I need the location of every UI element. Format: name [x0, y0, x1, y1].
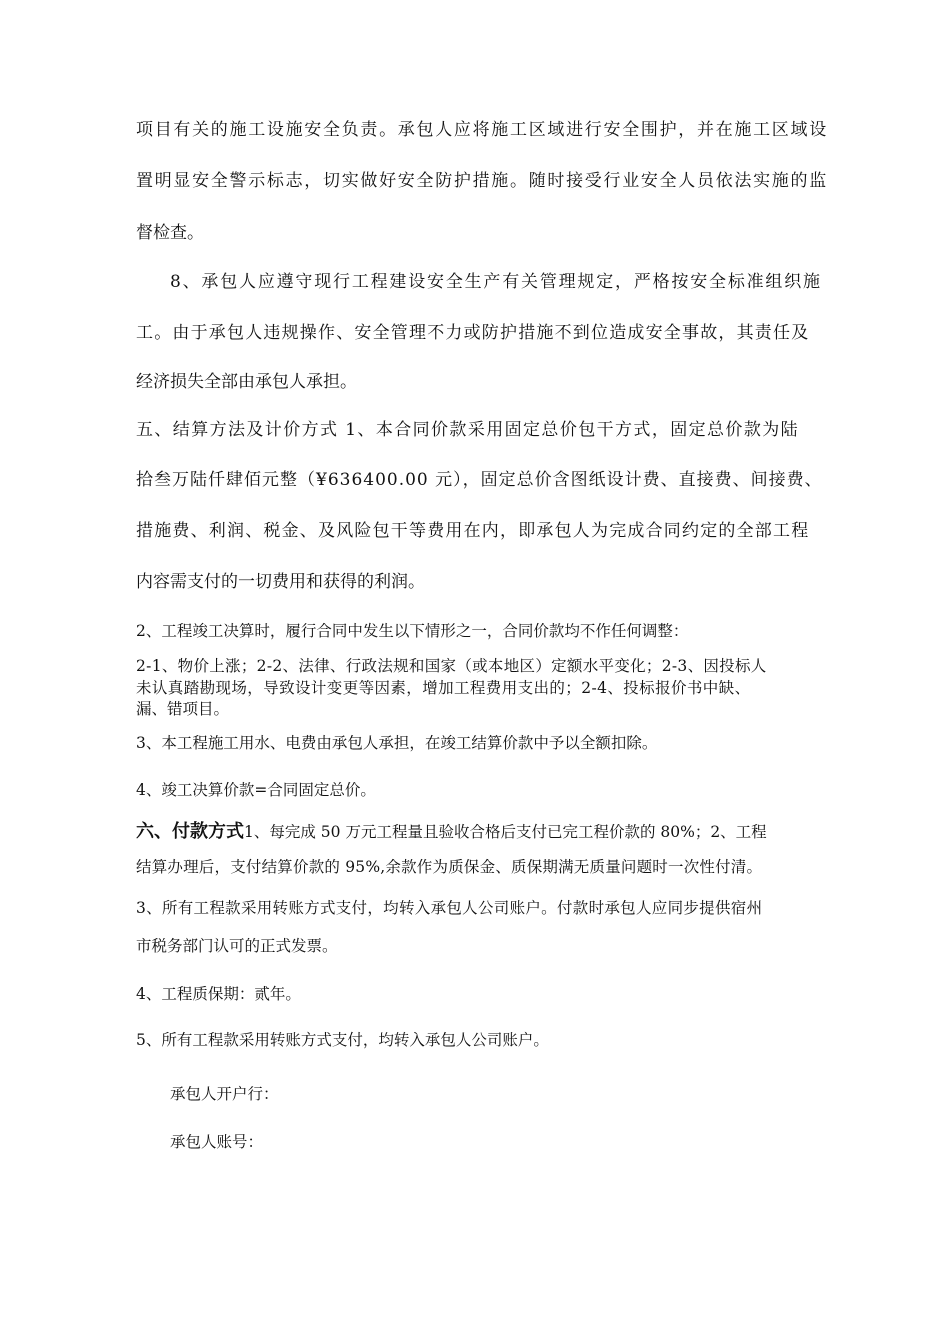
account-number-label: 承包人账号： — [170, 1133, 264, 1151]
paragraph-line: 8、承包人应遵守现行工程建设安全生产有关管理规定，严格按安全标准组织施 — [170, 272, 822, 292]
paragraph-line: 市税务部门认可的正式发票。 — [136, 937, 338, 955]
paragraph-line: 工。由于承包人违规操作、安全管理不力或防护措施不到位造成安全事故，其责任及 — [136, 323, 810, 343]
paragraph-line: 4、竣工决算价款=合同固定总价。 — [136, 781, 376, 799]
paragraph-line: 项目有关的施工设施安全负责。承包人应将施工区域进行安全围护，并在施工区域设 — [136, 120, 828, 140]
paragraph-line: 经济损失全部由承包人承担。 — [136, 372, 357, 392]
paragraph-line: 置明显安全警示标志，切实做好安全防护措施。随时接受行业安全人员依法实施的监 — [136, 171, 828, 191]
paragraph-line: 2-1、物价上涨；2-2、法律、行政法规和国家（或本地区）定额水平变化；2-3、因投标人 — [136, 657, 767, 675]
paragraph-line: 未认真踏勘现场，导致设计变更等因素，增加工程费用支出的；2-4、投标报价书中缺、 — [136, 679, 751, 697]
bank-name-label: 承包人开户行： — [170, 1085, 279, 1103]
section-heading-5: 五、结算方法及计价方式 1、本合同价款采用固定总价包干方式，固定总价款为陆 — [136, 420, 800, 440]
paragraph-line: 内容需支付的一切费用和获得的利润。 — [136, 572, 425, 592]
section-heading-6: 六、付款方式 — [136, 821, 244, 842]
paragraph-line: 2、工程竣工决算时，履行合同中发生以下情形之一，合同价款均不作任何调整： — [136, 622, 689, 640]
paragraph-line: 5、所有工程款采用转账方式支付，均转入承包人公司账户。 — [136, 1031, 549, 1049]
paragraph-line: 结算办理后，支付结算价款的 95%,余款作为质保金、质保期满无质量问题时一次性付清。 — [136, 858, 763, 876]
paragraph-line: 拾叁万陆仟肆佰元整（¥636400.00 元），固定总价含图纸设计费、直接费、间接费、 — [136, 470, 823, 490]
section-6-line — [136, 821, 767, 843]
paragraph-text: 1、每完成 50 万元工程量且验收合格后支付已完工程价款的 80%；2、工程 — [244, 823, 767, 841]
paragraph-line: 措施费、利润、税金、及风险包干等费用在内，即承包人为完成合同约定的全部工程 — [136, 521, 810, 541]
paragraph-line: 3、本工程施工用水、电费由承包人承担，在竣工结算价款中予以全额扣除。 — [136, 734, 658, 752]
paragraph-line: 3、所有工程款采用转账方式支付，均转入承包人公司账户。付款时承包人应同步提供宿州 — [136, 899, 763, 917]
paragraph-line: 4、工程质保期：贰年。 — [136, 985, 301, 1003]
paragraph-line: 督检查。 — [136, 223, 204, 243]
paragraph-line: 漏、错项目。 — [136, 700, 230, 718]
